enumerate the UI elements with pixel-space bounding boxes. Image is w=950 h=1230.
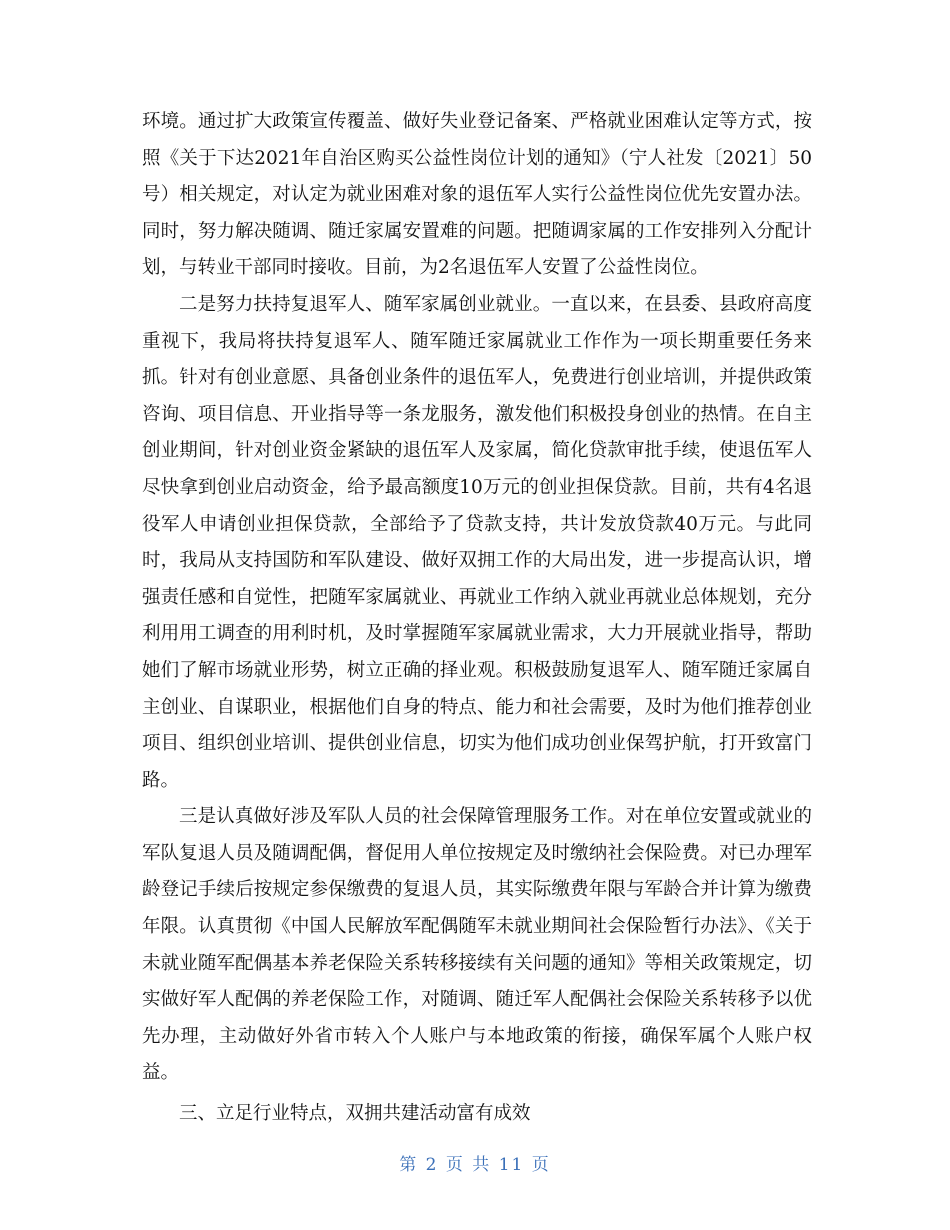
paragraph-continuation: 环境。通过扩大政策宣传覆盖、做好失业登记备案、严格就业困难认定等方式，按照《关于下达2021年自治区购买公益性岗位计划的通知》（宁人社发〔2021〕50号）相关规定，对认定为就业困难对象的退伍军人实行公益性岗位优先安置办法。同时，努力解决随调、随迁家属安置难的问题。把随调家属的工作安排列入分配计划，与转业干部同时接收。目前，为2名退伍军人安置了公益性岗位。 <box>142 111 812 279</box>
page-number-footer: 第 2 页 共 11 页 <box>399 1155 551 1175</box>
document-body <box>142 104 812 1133</box>
paragraph-entrepreneurship-support: 二是努力扶持复退军人、随军家属创业就业。一直以来，在县委、县政府高度重视下，我局将扶持复退军人、随军随迁家属就业工作作为一项长期重要任务来抓。针对有创业意愿、具备创业条件的退伍军人，免费进行创业培训，并提供政策咨询、项目信息、开业指导等一条龙服务，激发他们积极投身创业的热情。在自主创业期间，针对创业资金紧缺的退伍军人及家属，简化贷款审批手续，使退伍军人尽快拿到创业启动资金，给予最高额度10万元的创业担保贷款。目前，共有4名退役军人申请创业担保贷款，全部给予了贷款支持，共计发放贷款40万元。与此同时，我局从支持国防和军队建设、做好双拥工作的大局出发，进一步提高认识，增强责任感和自觉性，把随军家属就业、再就业工作纳入就业再就业总体规划，充分利用用工调查的用利时机，及时掌握随军家属就业需求，大力开展就业指导，帮助她们了解市场就业形势，树立正确的择业观。积极鼓励复退军人、随军随迁家属自主创业、自谋职业，根据他们自身的特点、能力和社会需要，及时为他们推荐创业项目、组织创业培训、提供创业信息，切实为他们成功创业保驾护航，打开致富门路。 <box>142 293 812 791</box>
section-heading: 三、立足行业特点，双拥共建活动富有成效 <box>179 1103 531 1125</box>
paragraph-social-security: 三是认真做好涉及军队人员的社会保障管理服务工作。对在单位安置或就业的军队复退人员及随调配偶，督促用人单位按规定及时缴纳社会保险费。对已办理军龄登记手续后按规定参保缴费的复退人员，其实际缴费年限与军龄合并计算为缴费年限。认真贯彻《中国人民解放军配偶随军未就业期间社会保险暂行办法》、《关于未就业随军配偶基本养老保险关系转移接续有关问题的通知》等相关政策规定，切实做好军人配偶的养老保险工作，对随调、随迁军人配偶社会保险关系转移予以优先办理，主动做好外省市转入个人账户与本地政策的衔接，确保军属个人账户权益。 <box>142 806 812 1084</box>
